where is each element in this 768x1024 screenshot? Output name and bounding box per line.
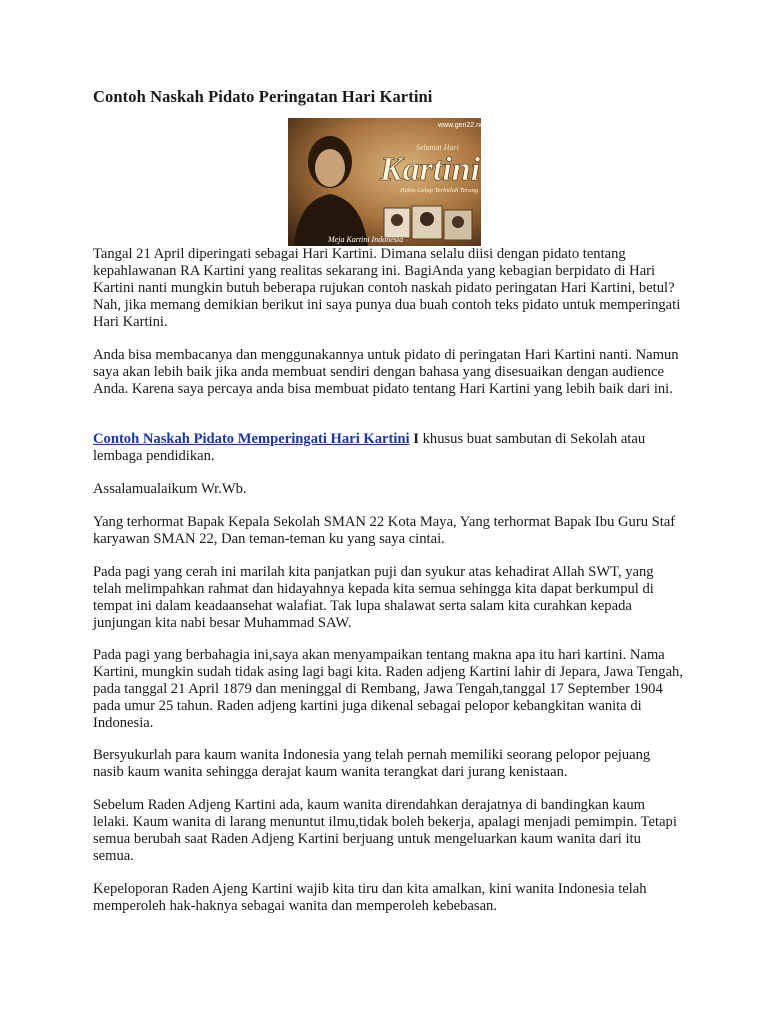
banner-name: Kartini <box>380 151 481 188</box>
document-title: Contoh Naskah Pidato Peringatan Hari Kartini <box>93 87 433 106</box>
speech-paragraph-4: Bersyukurlah para kaum wanita Indonesia yang telah pernah memiliki seorang pelopor pejuang nasib kaum wanita sehingga derajat kaum wanita terangkat dari jurang kenistaan. <box>93 747 651 780</box>
banner-greeting: Selamat Hari <box>416 143 459 152</box>
speech-paragraph-2: Pada pagi yang cerah ini marilah kita panjatkan puji dan syukur atas kehadirat Allah SWT, yang telah melimpahkan rahmat dan hidayahnya kepada kita semua sehingga kita dapat berkumpul di tempat ini dalam keadaansehat walafiat. Tak lupa shalawat serta salam kita curahkan kepada junjungan kita nabi besar Muhammad SAW. <box>93 564 654 631</box>
banner-caption: Meja Kartini Indonesia <box>328 235 404 244</box>
section-heading <box>93 431 683 465</box>
intro-paragraph-2: Anda bisa membacanya dan menggunakannya untuk pidato di peringatan Hari Kartini nanti. Namun saya akan lebih baik jika anda membuat sendiri dengan bahasa yang disesuaikan dengan audience Anda. Karena saya percaya anda bisa membuat pidato tentang Hari Kartini yang lebih baik dari ini. <box>93 347 679 397</box>
speech-paragraph-6: Kepeloporan Raden Ajeng Kartini wajib kita tiru dan kita amalkan, kini wanita Indonesia telah memperoleh hak-haknya sebagai wanita dan memperoleh kebebasan. <box>93 881 647 914</box>
banner-website: www.gen22.net <box>438 122 486 129</box>
banner-tagline: Habis Gelap Terbitlah Terang <box>400 187 479 194</box>
speech-paragraph-5: Sebelum Raden Adjeng Kartini ada, kaum wanita direndahkan derajatnya di bandingkan kaum lelaki. Kaum wanita di larang menuntut ilmu,tidak boleh bekerja, apalagi menjadi pemimpin. Tetapi semua berubah saat Raden Adjeng Kartini berjuang untuk mengeluarkan kaum wanita dari itu semua. <box>93 797 677 864</box>
speech-paragraph-1: Yang terhormat Bapak Kepala Sekolah SMAN 22 Kota Maya, Yang terhormat Bapak Ibu Guru Staf karyawan SMAN 22, Dan teman-teman ku yang saya cintai. <box>93 514 676 547</box>
kartini-banner-image <box>288 118 486 246</box>
section-heading-rest: khusus buat sambutan di Sekolah atau lembaga pendidikan. <box>93 431 646 464</box>
section-heading-link[interactable]: Contoh Naskah Pidato Memperingati Hari Kartini <box>93 431 410 447</box>
section-number: I <box>413 431 419 447</box>
speech-greeting: Assalamualaikum Wr.Wb. <box>93 481 247 497</box>
intro-paragraph-1: Tangal 21 April diperingati sebagai Hari Kartini. Dimana selalu diisi dengan pidato tentang kepahlawanan RA Kartini yang realitas sekarang ini. BagiAnda yang kebagian berpidato di Hari Kartini nanti mungkin butuh beberapa rujukan contoh naskah pidato peringatan Hari Kartini, betul? Nah, jika memang demikian berikut ini saya punya dua buah contoh teks pidato untuk memperingati Hari Kartini. <box>93 246 681 330</box>
speech-paragraph-3: Pada pagi yang berbahagia ini,saya akan menyampaikan tentang makna apa itu hari kartini. Nama Kartini, mungkin sudah tidak asing lagi bagi kita. Raden adjeng Kartini lahir di Jepara, Jawa Tengah, pada tanggal 21 April 1879 dan meninggal di Rembang, Jawa Tengah,tanggal 17 September 1904 pada umur 25 tahun. Raden adjeng kartini juga dikenal sebagai pelopor kebangkitan wanita di Indonesia. <box>93 647 684 731</box>
